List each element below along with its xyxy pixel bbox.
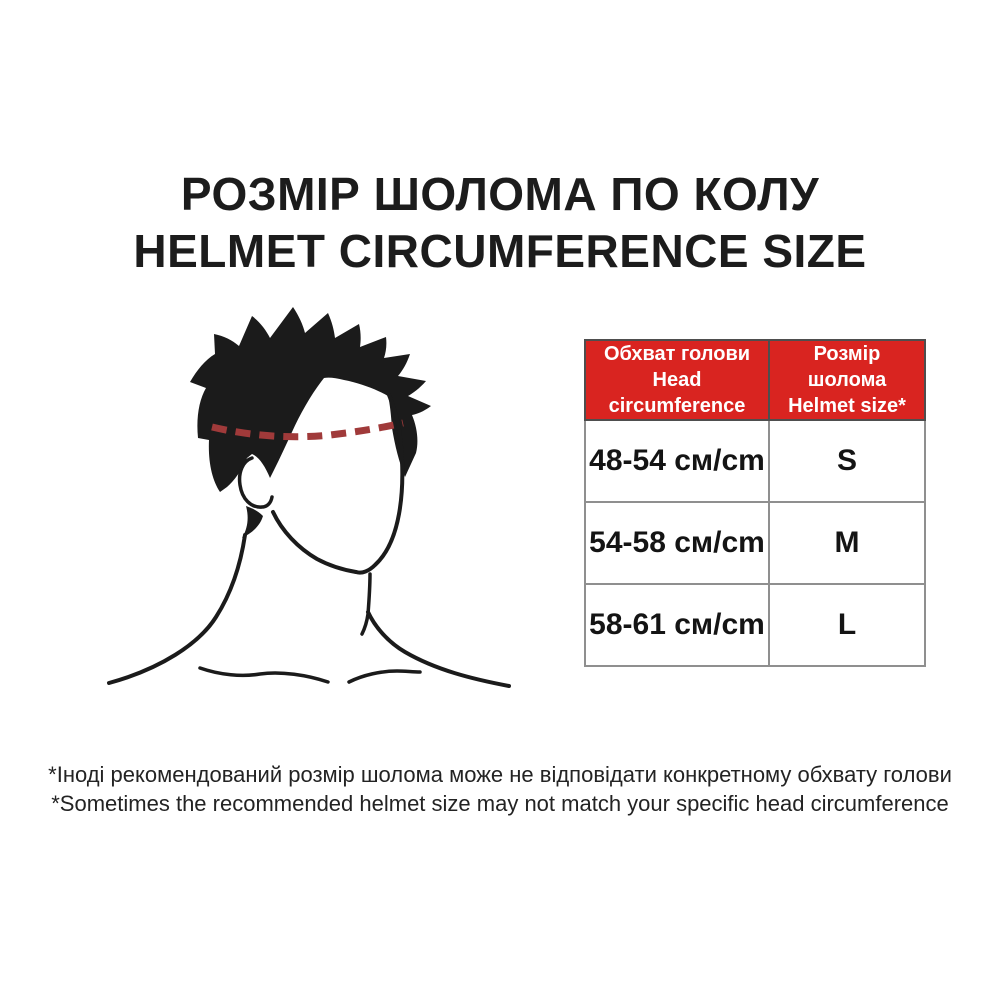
header-circumference bbox=[585, 340, 769, 420]
footnote-english: *Sometimes the recommended helmet size may not match your specific head circumference bbox=[51, 791, 949, 816]
page-title bbox=[0, 166, 1000, 280]
neck-right-line bbox=[368, 612, 509, 686]
table-row bbox=[585, 584, 925, 666]
circumference-cell: 48-54 см/cm bbox=[585, 420, 769, 502]
header-helmet-size-en: Helmet size* bbox=[788, 395, 906, 417]
size-cell: S bbox=[769, 420, 925, 502]
header-helmet-size bbox=[769, 340, 925, 420]
footnote-ukrainian: *Іноді рекомендований розмір шолома може не відповідати конкретному обхвату голови bbox=[48, 762, 952, 787]
hair-silhouette bbox=[190, 307, 431, 492]
head-illustration bbox=[100, 300, 540, 740]
header-helmet-size-uk: Розмір шолома bbox=[807, 343, 887, 391]
title-english: HELMET CIRCUMFERENCE SIZE bbox=[133, 225, 867, 277]
size-cell: M bbox=[769, 502, 925, 584]
size-cell: L bbox=[769, 584, 925, 666]
header-circumference-uk: Обхват голови bbox=[603, 343, 751, 365]
footnote bbox=[0, 760, 1000, 818]
neck-left-line bbox=[109, 535, 245, 683]
table-row bbox=[585, 420, 925, 502]
collarbone-right-line bbox=[349, 671, 420, 682]
header-circumference-en: Head circumference bbox=[608, 369, 746, 417]
table-row bbox=[585, 502, 925, 584]
size-table bbox=[584, 339, 926, 667]
circumference-cell: 54-58 см/cm bbox=[585, 502, 769, 584]
collarbone-left-line bbox=[200, 668, 328, 682]
circumference-cell: 58-61 см/cm bbox=[585, 584, 769, 666]
jaw-line bbox=[273, 512, 356, 572]
title-ukrainian: РОЗМІР ШОЛОМА ПО КОЛУ bbox=[180, 168, 820, 220]
table-header-row bbox=[585, 340, 925, 420]
neck-front-line bbox=[362, 574, 370, 634]
